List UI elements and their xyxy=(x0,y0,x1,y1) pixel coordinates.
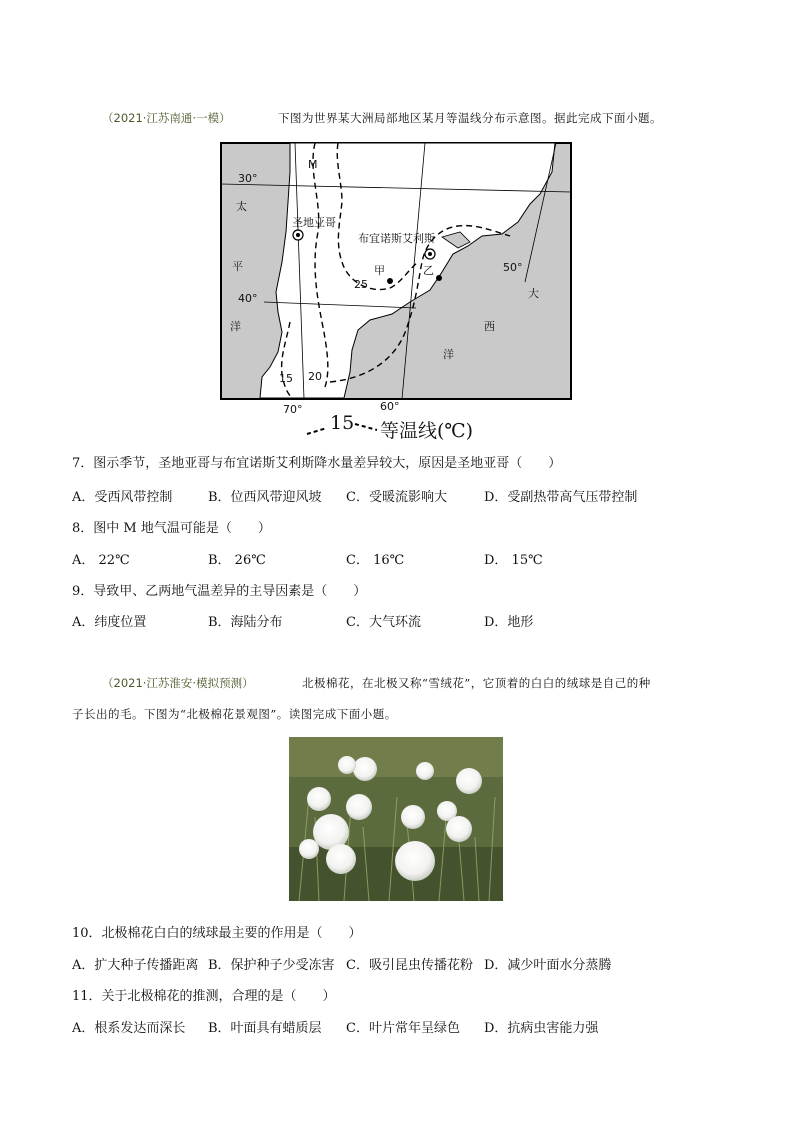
lat-40-label: 40° xyxy=(238,292,258,305)
question-8-option-c[interactable]: C． 16℃ xyxy=(346,553,405,568)
question-11-option-a[interactable]: A．根系发达而深长 xyxy=(72,1021,186,1036)
question-9-option-b[interactable]: B．海陆分布 xyxy=(208,615,283,630)
cotton-puff xyxy=(446,816,472,842)
question-8-option-a[interactable]: A． 22℃ xyxy=(72,553,130,568)
question-7-option-b[interactable]: B．位西风带迎风坡 xyxy=(208,490,322,505)
ocean-atlantic-2: 西 xyxy=(484,320,495,333)
cotton-puff xyxy=(307,787,331,811)
question-10-option-b[interactable]: B．保护种子少受冻害 xyxy=(208,958,335,973)
isotherm-25-label: 25 xyxy=(354,278,368,291)
question-7-option-c[interactable]: C．受暖流影响大 xyxy=(346,490,447,505)
cotton-puff xyxy=(346,794,372,820)
question-9-option-a[interactable]: A．纬度位置 xyxy=(72,615,147,630)
question-11-stem: 11．关于北极棉花的推测，合理的是（ ） xyxy=(72,989,336,1004)
point-yi-label: 乙 xyxy=(423,264,434,277)
cotton-puff xyxy=(353,757,377,781)
question-10-option-c[interactable]: C．吸引昆虫传播花粉 xyxy=(346,958,473,973)
arctic-cotton-photo xyxy=(289,737,503,901)
question-8-option-b[interactable]: B． 26℃ xyxy=(208,553,266,568)
question-7-stem: 7．图示季节，圣地亚哥与布宜诺斯艾利斯降水量差异较大，原因是圣地亚哥（ ） xyxy=(72,456,562,471)
point-yi-marker xyxy=(436,275,442,281)
legend-dash-right xyxy=(354,420,378,434)
question-10-option-a[interactable]: A．扩大种子传播距离 xyxy=(72,958,199,973)
ocean-pacific-3: 洋 xyxy=(230,320,241,333)
point-jia-label: 甲 xyxy=(374,264,385,277)
question-7-option-d[interactable]: D．受副热带高气压带控制 xyxy=(484,490,638,505)
cotton-puff xyxy=(416,762,434,780)
question-8-stem: 8．图中 M 地气温可能是（ ） xyxy=(72,521,271,536)
ocean-atlantic-3: 洋 xyxy=(443,348,454,361)
ocean-pacific-1: 太 xyxy=(236,200,247,213)
question-9-stem: 9．导致甲、乙两地气温差异的主导因素是（ ） xyxy=(72,584,367,599)
cotton-puff xyxy=(395,841,435,881)
ocean-atlantic-1: 大 xyxy=(528,287,539,300)
source-label-2: （2021·江苏淮安·模拟预测） xyxy=(102,676,254,690)
ocean-pacific-2: 平 xyxy=(232,260,243,273)
lon-70-label: 70° xyxy=(283,403,303,416)
intro-text-1: 下图为世界某大洲局部地区某月等温线分布示意图。据此完成下面小题。 xyxy=(278,111,662,125)
question-7-option-a[interactable]: A．受西风带控制 xyxy=(72,490,173,505)
source-label-1: （2021·江苏南通·一模） xyxy=(102,111,231,125)
legend-value: 15 xyxy=(330,412,355,434)
cotton-puff xyxy=(401,805,425,829)
city-buenos-aires-label: 布宜诺斯艾利斯 xyxy=(358,232,435,245)
cotton-puff xyxy=(299,839,319,859)
lon-60-label: 60° xyxy=(380,400,400,413)
isotherm-15-label: 15 xyxy=(279,372,293,385)
lon-50-label: 50° xyxy=(503,261,523,274)
cotton-puff xyxy=(456,768,482,794)
question-10-option-d[interactable]: D．减少叶面水分蒸腾 xyxy=(484,958,612,973)
lat-30-label: 30° xyxy=(238,172,258,185)
question-11-option-b[interactable]: B．叶面具有蜡质层 xyxy=(208,1021,322,1036)
question-11-option-c[interactable]: C．叶片常年呈绿色 xyxy=(346,1021,460,1036)
question-11-option-d[interactable]: D．抗病虫害能力强 xyxy=(484,1021,599,1036)
cotton-puff xyxy=(326,844,356,874)
point-m-label: M xyxy=(308,158,318,171)
isotherm-20-label: 20 xyxy=(308,370,322,383)
question-10-stem: 10．北极棉花白白的绒球最主要的作用是（ ） xyxy=(72,926,362,941)
cotton-puff xyxy=(338,756,356,774)
question-9-option-c[interactable]: C．大气环流 xyxy=(346,615,421,630)
legend-label: 等温线(℃) xyxy=(380,420,474,442)
city-santiago-label: 圣地亚哥 xyxy=(292,216,336,229)
question-8-option-d[interactable]: D． 15℃ xyxy=(484,553,543,568)
question-9-option-d[interactable]: D．地形 xyxy=(484,615,534,630)
intro-text-2-line1: 北极棉花，在北极又称“雪绒花”，它顶着的白白的绒球是自己的种 xyxy=(302,676,651,690)
legend-dash-left xyxy=(306,423,328,437)
point-jia-marker xyxy=(387,278,393,284)
intro-text-2-line2: 子长出的毛。下图为“北极棉花景观图”。读图完成下面小题。 xyxy=(72,707,397,721)
